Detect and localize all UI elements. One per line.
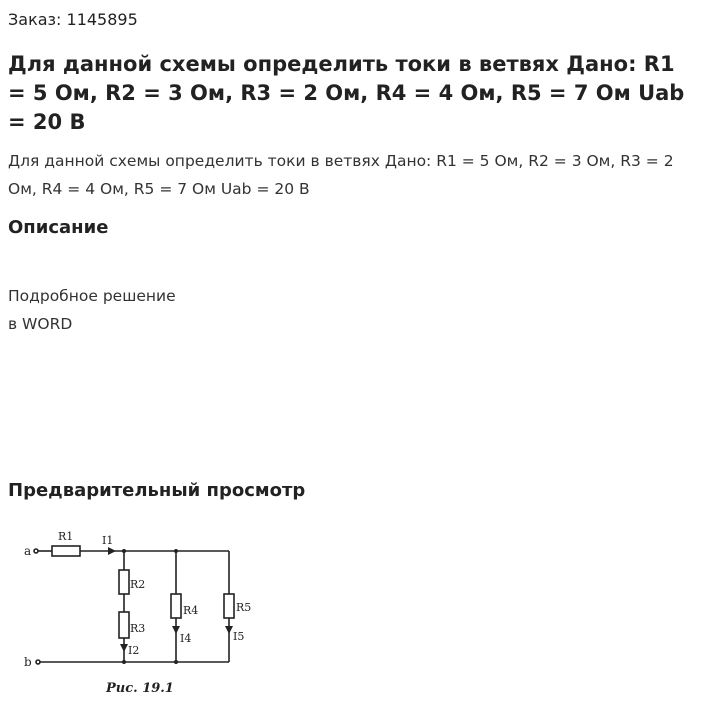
solution-line-1: Подробное решение <box>8 287 176 305</box>
r4-label: R4 <box>183 604 199 617</box>
page-title: Для данной схемы определить токи в ветвях Дано: R1 = 5 Ом, R2 = 3 Ом, R3 = 2 Ом, R4 = 4 Ом, R5 = 7 Ом Uab = 20 В <box>8 52 685 134</box>
figure-caption: Рис. 19.1 <box>106 681 174 696</box>
node-b-label: b <box>24 655 32 669</box>
task-description: Для данной схемы определить токи в ветвях Дано: R1 = 5 Ом, R2 = 3 Ом, R3 = 2 Ом, R4 = 4 Ом, R5 = 7 Ом Uab = 20 В <box>8 152 674 198</box>
node-a-label: a <box>24 544 32 558</box>
solution-line-2: в WORD <box>8 315 73 333</box>
r2-label: R2 <box>130 578 146 591</box>
r5-label: R5 <box>236 601 252 614</box>
i2-label: I2 <box>128 644 140 657</box>
r1-label: R1 <box>58 530 74 543</box>
circuit-diagram <box>20 522 280 707</box>
order-number: Заказ: 1145895 <box>8 10 138 29</box>
i5-label: I5 <box>233 630 245 643</box>
i4-label: I4 <box>180 632 192 645</box>
description-heading: Описание <box>8 217 109 238</box>
r3-label: R3 <box>130 622 146 635</box>
preview-heading: Предварительный просмотр <box>8 480 306 501</box>
i1-label: I1 <box>102 534 114 547</box>
solution-note <box>8 282 176 338</box>
